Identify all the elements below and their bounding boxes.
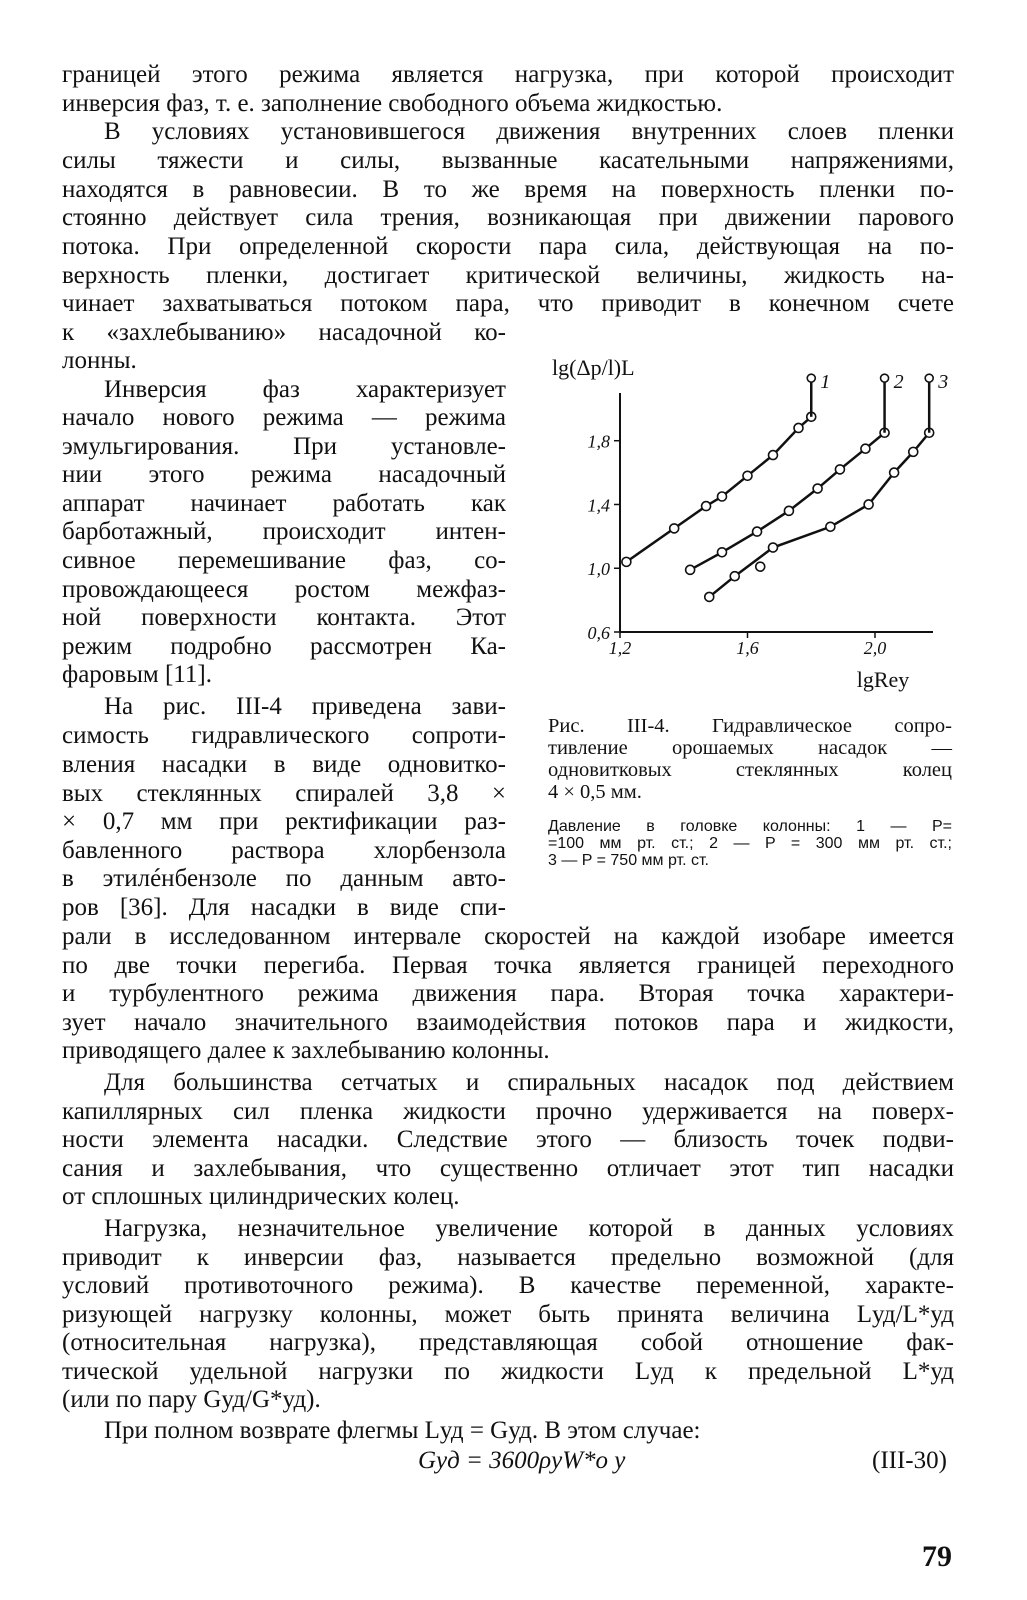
text-line: × 0,7 мм при ректификации раз- [62,808,506,835]
text-line: бавленного раствора хлорбензола [62,837,506,864]
series-1-point [794,423,803,432]
text-line: Для большинства сетчатых и спиральных насадок под действием [104,1069,954,1096]
series-2-top-point [881,374,889,382]
series-3-point [890,468,899,477]
series-2-point [813,484,822,493]
text-line: инверсия фаз, т. е. заполнение свободного объема жидкостью. [62,90,723,117]
text-line: лонны. [62,347,137,374]
text-line: в этилéнбензоле по данным авто- [62,865,506,892]
legend-line: 3 — P = 750 мм рт. ст. [548,852,709,869]
text-line: (относительная нагрузка), представляющая собой отношение фак- [62,1329,954,1356]
y-tick-label: 0,6 [587,623,610,643]
figure-iii-4 [548,345,968,695]
text-line: начало нового режима — режима [62,404,506,431]
series-1-top-point [807,374,815,382]
series-3-label: 3 [938,371,949,394]
series-3-point [769,543,778,552]
text-line: находятся в равновесии. В то же время на поверхность пленки по- [62,176,954,203]
series-2-point [861,444,870,453]
text-line: вления насадки в виде одновитко- [62,751,506,778]
text-line: условий противоточного режима). В качестве переменной, характе- [62,1272,954,1299]
x-tick-label: 2,0 [863,638,887,658]
text-line: Нагрузка, незначительное увеличение которой в данных условиях [104,1215,954,1242]
series-1-point [622,557,631,566]
series-2-point [835,465,844,474]
text-line: барботажный, происходит интен- [62,518,506,545]
series-2-point [686,565,695,574]
series-3-point [864,500,873,509]
page-number: 79 [922,1540,952,1573]
series-1-point [670,524,679,533]
series-2-point [718,548,727,557]
text-line: аппарат начинает работать как [62,490,506,517]
x-tick-label: 1,6 [736,638,759,658]
series-2-point [753,527,762,536]
text-line: вых стеклянных спиралей 3,8 × [62,780,506,807]
text-line: ров [36]. Для насадки в виде спи- [62,894,506,921]
series-1-point [702,502,711,511]
series-3-point [705,592,714,601]
legend-line: Давление в головке колонны: 1 — P= [548,818,952,835]
series-3-point [909,447,918,456]
text-line: ной поверхности контакта. Этот [62,604,506,631]
y-tick-label: 1,4 [587,495,610,516]
text-line: приводящего далее к захлебыванию колонны. [62,1037,550,1064]
text-line: На рис. III-4 приведена зави- [104,693,506,720]
text-line: границей этого режима является нагрузка, при которой происходит [62,61,954,88]
caption-line: тивление орошаемых насадок — [548,737,952,759]
x-tick-label: 1,2 [608,638,632,658]
series-3-point [730,572,739,581]
text-line: сивное перемешивание фаз, со- [62,547,506,574]
chart-svg [548,345,968,695]
text-line: эмульгирования. При установле- [62,433,506,460]
text-line: стоянно действует сила трения, возникающая при движении парового [62,204,954,231]
text-line: (или по пару Gуд/G*уд). [62,1386,321,1413]
series-1-point [718,492,727,501]
text-line: по две точки перегиба. Первая точка является границей переходного [62,952,954,979]
text-line: верхность пленки, достигает критической величины, жидкость на- [62,262,954,289]
text-line: ности элемента насадки. Следствие этого — близость точек подви- [62,1126,954,1153]
equation: Gуд = 3600ρyW*o y [418,1447,626,1474]
text-line: При полном возврате флегмы Lуд = Gуд. В этом случае: [104,1417,701,1444]
series-3-point [826,522,835,531]
series-1-line [626,417,811,562]
extra-point [756,562,765,571]
series-3-top-point [925,374,933,382]
text-line: ризующей нагрузку колонны, может быть принята величина Lуд/L*уд [62,1301,954,1328]
text-line: от сплошных цилиндрических колец. [62,1183,460,1210]
caption-line: одновитковых стеклянных колец [548,759,952,781]
series-3-line [709,433,929,597]
text-line: В условиях установившегося движения внутренних слоев пленки [104,118,954,145]
text-line: к «захлебыванию» насадочной ко- [62,319,506,346]
series-1-label: 1 [820,371,831,394]
series-1-point [743,471,752,480]
x-axis-label: lgReу [856,667,910,692]
text-line: фаровым [11]. [62,661,212,688]
text-line: рали в исследованном интервале скоростей на каждой изобаре имеется [62,923,954,950]
legend-line: =100 мм рт. ст.; 2 — P = 300 мм рт. ст.; [548,835,952,852]
series-2-label: 2 [893,371,904,394]
equation-number: (III-30) [872,1447,947,1474]
text-line: приводит к инверсии фаз, называется предельно возможной (для [62,1244,954,1271]
series-1-point [769,451,778,460]
y-tick-label: 1,8 [587,431,610,452]
text-line: режим подробно рассмотрен Ка- [62,633,506,660]
text-line: чинает захватываться потоком пара, что приводит в конечном счете [62,290,954,317]
text-line: нии этого режима насадочный [62,461,506,488]
y-axis-label: lg(Δp/l)L [552,355,635,380]
text-line: Инверсия фаз характеризует [104,376,506,403]
text-line: провождающееся ростом межфаз- [62,576,506,603]
text-line: симость гидравлического сопроти- [62,722,506,749]
text-line: потока. При определенной скорости пара сила, действующая на по- [62,233,954,260]
text-line: зует начало значительного взаимодействия потоков пара и жидкости, [62,1009,954,1036]
text-line: сания и захлебывания, что существенно отличает этот тип насадки [62,1155,954,1182]
text-line: силы тяжести и силы, вызванные касательными напряжениями, [62,147,954,174]
caption-line: Рис. III-4. Гидравлическое сопро- [548,715,952,737]
series-2-point [784,506,793,515]
text-line: тической удельной нагрузки по жидкости Lуд к предельной L*уд [62,1358,954,1385]
y-tick-label: 1,0 [587,559,610,580]
text-line: и турбулентного режима движения пара. Вторая точка характери- [62,980,954,1007]
text-line: капиллярных сил пленка жидкости прочно удерживается на поверх- [62,1098,954,1125]
caption-line: 4 × 0,5 мм. [548,781,642,803]
